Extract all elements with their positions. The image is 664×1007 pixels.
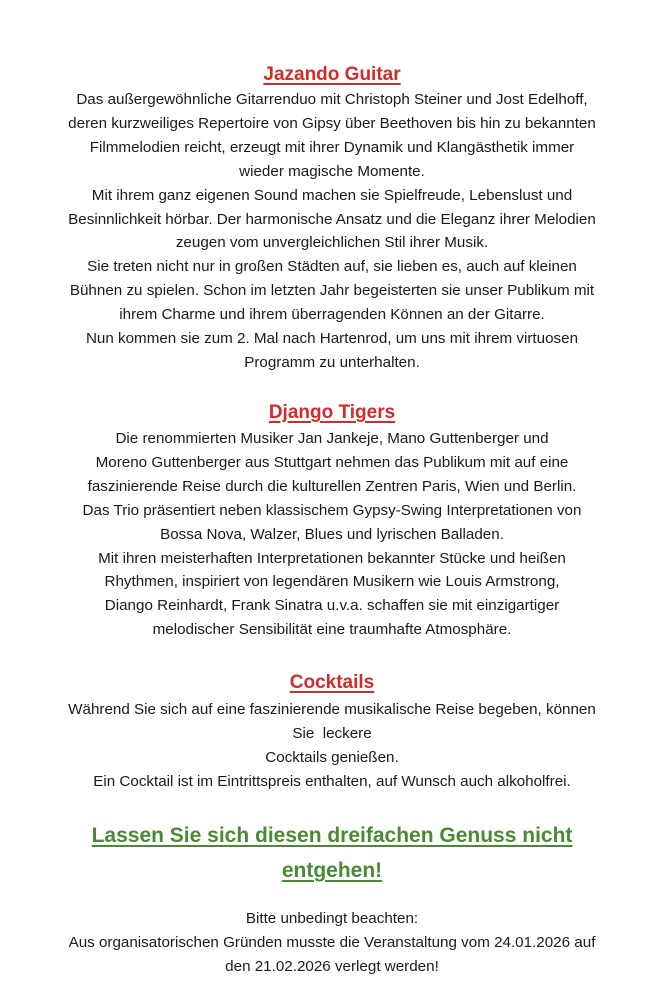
section-cocktails-heading-block <box>20 670 644 696</box>
text-line: Das Trio präsentiert neben klassischem Gypsy-Swing Interpretationen von <box>82 501 582 519</box>
text-line: ihrem Charme und ihrem überragenden Können an der Gitarre. <box>119 306 545 324</box>
text-line: Filmmelodien reicht, erzeugt mit ihrer Dynamik und Klangästhetik immer <box>89 138 575 156</box>
section-heading: Cocktails <box>289 672 375 693</box>
text-line: Nun kommen sie zum 2. Mal nach Hartenrod, um uns mit ihrem virtuosen <box>85 330 579 348</box>
slogan-block <box>20 818 644 888</box>
text-line: Die renommierten Musiker Jan Jankeje, Mano Guttenberger und <box>115 430 549 447</box>
text-line: Bossa Nova, Walzer, Blues und lyrischen Balladen. <box>160 525 504 543</box>
slogan-line: Lassen Sie sich diesen dreifachen Genuss nicht <box>91 824 573 847</box>
text-line: Besinnlichkeit hörbar. Der harmonische Ansatz und die Eleganz ihrer Melodien <box>68 210 596 228</box>
section-django-tigers-body <box>20 427 644 642</box>
section-cocktails-body <box>20 698 644 794</box>
text-line: deren kurzweiliges Repertoire von Gipsy über Beethoven bis hin zu bekannten <box>68 114 596 132</box>
text-line: Sie leckere <box>292 724 372 742</box>
section-jazando-guitar-body <box>20 88 644 375</box>
text-line: Ein Cocktail ist im Eintrittspreis enthalten, auf Wunsch auch alkoholfrei. <box>93 772 571 790</box>
text-line: Diango Reinhardt, Frank Sinatra u.v.a. schaffen sie mit einzigartiger <box>104 597 560 615</box>
text-line: wieder magische Momente. <box>239 162 425 180</box>
text-line: zeugen vom unvergleichlichen Stil ihrer Musik. <box>175 234 489 252</box>
paragraph <box>20 698 644 794</box>
text-line: Cocktails genießen. <box>265 748 399 766</box>
paragraph <box>20 88 644 375</box>
section-jazando-guitar-heading-block <box>20 62 644 88</box>
section-heading: Django Tigers <box>268 402 396 423</box>
text-line: Rhythmen, inspiriert von legendären Musikern wie Louis Armstrong, <box>104 573 560 591</box>
text-line: Das außergewöhnliche Gitarrenduo mit Christoph Steiner und Jost Edelhoff, <box>76 91 588 108</box>
section-django-tigers-heading-block <box>20 400 644 426</box>
section-heading: Jazando Guitar <box>263 64 401 85</box>
notice-line: den 21.02.2026 verlegt werden! <box>225 957 439 975</box>
text-line: Während Sie sich auf eine faszinierende musikalische Reise begeben, können <box>68 701 596 718</box>
notice-line: Bitte unbedingt beachten: <box>245 910 419 927</box>
text-line: Mit ihrem ganz eigenen Sound machen sie Spielfreude, Lebenslust und <box>91 186 573 204</box>
slogan-heading <box>20 818 644 888</box>
text-line: faszinierende Reise durch die kulturellen Zentren Paris, Wien und Berlin. <box>87 477 577 495</box>
text-line: melodischer Sensibilität eine traumhafte Atmosphäre. <box>152 621 512 639</box>
text-line: Moreno Guttenberger aus Stuttgart nehmen das Publikum mit auf eine <box>95 453 569 471</box>
text-line: Bühnen zu spielen. Schon im letzten Jahr begeisterten sie unser Publikum mit <box>69 282 595 300</box>
paragraph <box>20 427 644 642</box>
notice-block <box>20 907 644 979</box>
notice-line: Aus organisatorischen Gründen musste die Veranstaltung vom 24.01.2026 auf <box>68 933 596 951</box>
text-line: Sie treten nicht nur in großen Städten auf, sie lieben es, auch auf kleinen <box>87 258 577 276</box>
text-line: Mit ihren meisterhaften Interpretationen bekannter Stücke und heißen <box>98 549 566 567</box>
slogan-line: entgehen! <box>281 859 383 882</box>
text-line: Programm zu unterhalten. <box>244 353 420 371</box>
notice-paragraph <box>20 907 644 979</box>
